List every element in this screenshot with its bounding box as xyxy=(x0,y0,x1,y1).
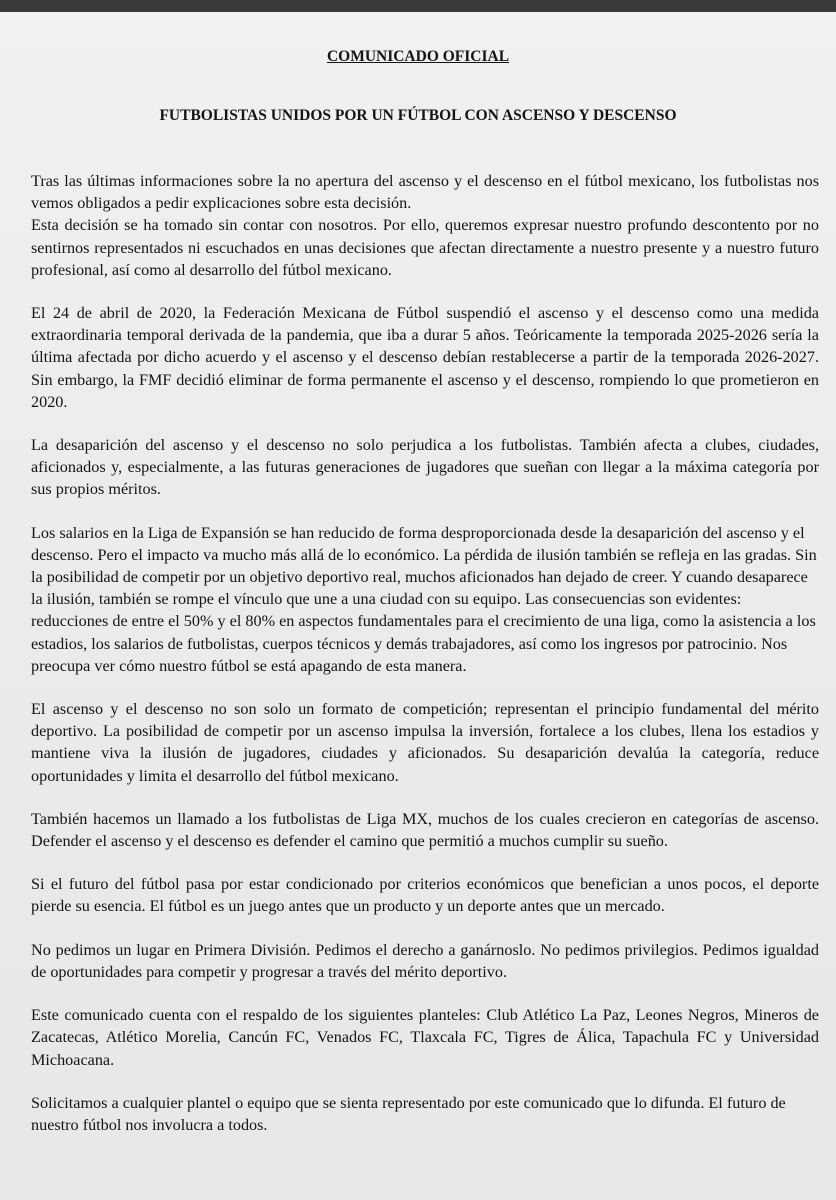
paragraph-supporters: Este comunicado cuenta con el respaldo de los siguientes planteles: Club Atlético La Paz, Leones Negros, Mineros de Zacatecas, Atlético Morelia, Cancún FC, Venados FC, Tlaxcala FC, Tigres de Álica, Tapachula FC y Universidad Michoacana. xyxy=(31,1006,819,1069)
paragraph-history: El 24 de abril de 2020, la Federación Mexicana de Fútbol suspendió el ascenso y el descenso como una medida extraordinaria temporal derivada de la pandemia, que iba a durar 5 años. Teóricamente la temporada 2025-2026 sería la última afectada por dicho acuerdo y el ascenso y el descenso debían restablecerse a partir de la temporada 2026-2027. Sin embargo, la FMF decidió eliminar de forma permanente el ascenso y el descenso, rompiendo lo que prometieron en 2020. xyxy=(31,304,819,411)
document-body xyxy=(31,170,819,1157)
paragraph-intro: Tras las últimas informaciones sobre la no apertura del ascenso y el descenso en el fútbol mexicano, los futbolistas nos vemos obligados a pedir explicaciones sobre esta decisión. xyxy=(31,172,819,213)
document-page xyxy=(0,12,836,1200)
paragraph-discontent: Esta decisión se ha tomado sin contar con nosotros. Por ello, queremos expresar nuestro profundo descontento por no sentirnos representados ni escuchados en unas decisiones que afectan directamente a nuestro presente y a nuestro futuro profesional, así como al desarrollo del fútbol mexicano. xyxy=(31,216,819,279)
paragraph-closing: Solicitamos a cualquier plantel o equipo que se sienta representado por este comunicado que lo difunda. El futuro de nuestro fútbol nos involucra a todos. xyxy=(31,1093,786,1134)
paragraph-essence: Si el futuro del fútbol pasa por estar condicionado por criterios económicos que benefician a unos pocos, el deporte pierde su esencia. El fútbol es un juego antes que un producto y un deporte antes que un mercado. xyxy=(31,875,819,916)
document-title: COMUNICADO OFICIAL xyxy=(326,48,510,65)
paragraph-demand: No pedimos un lugar en Primera División. Pedimos el derecho a ganárnoslo. No pedimos privilegios. Pedimos igualdad de oportunidades para competir y progresar a través del mérito deportivo. xyxy=(31,940,819,981)
paragraph-merit: El ascenso y el descenso no son solo un formato de competición; representan el principio fundamental del mérito deportivo. La posibilidad de competir por un ascenso impulsa la inversión, fortalece a los clubes, llena los estadios y mantiene viva la ilusión de jugadores, ciudades y aficionados. Su desaparición devalúa la categoría, reduce oportunidades y limita el desarrollo del fútbol mexicano. xyxy=(31,700,819,785)
paragraph-salaries: Los salarios en la Liga de Expansión se han reducido de forma desproporcionada desde la desaparición del ascenso y el descenso. Pero el impacto va mucho más allá de lo económico. La pérdida de ilusión también se refleja en las gradas. Sin la posibilidad de competir por un objetivo deportivo real, muchos aficionados han dejado de creer. Y cuando desaparece la ilusión, también se rompe el vínculo que une a una ciudad con su equipo. Las consecuencias son evidentes: reducciones de entre el 50% y el 80% en aspectos fundamentales para el crecimiento de una liga, como la asistencia a los estadios, los salarios de futbolistas, cuerpos técnicos y demás trabajadores, así como los ingresos por patrocinio. Nos preocupa ver cómo nuestro fútbol se está apagando de esta manera. xyxy=(31,523,817,675)
paragraph-call-liga-mx: También hacemos un llamado a los futbolistas de Liga MX, muchos de los cuales crecieron en categorías de ascenso. Defender el ascenso y el descenso es defender el camino que permitió a muchos cumplir su sueño. xyxy=(31,809,819,851)
document-subtitle: FUTBOLISTAS UNIDOS POR UN FÚTBOL CON ASCENSO Y DESCENSO xyxy=(159,107,677,124)
top-bar xyxy=(0,0,836,12)
paragraph-impact: La desaparición del ascenso y el descenso no solo perjudica a los futbolistas. También afecta a clubes, ciudades, aficionados y, especialmente, a las futuras generaciones de jugadores que sueñan con llegar a la máxima categoría por sus propios méritos. xyxy=(31,436,819,499)
